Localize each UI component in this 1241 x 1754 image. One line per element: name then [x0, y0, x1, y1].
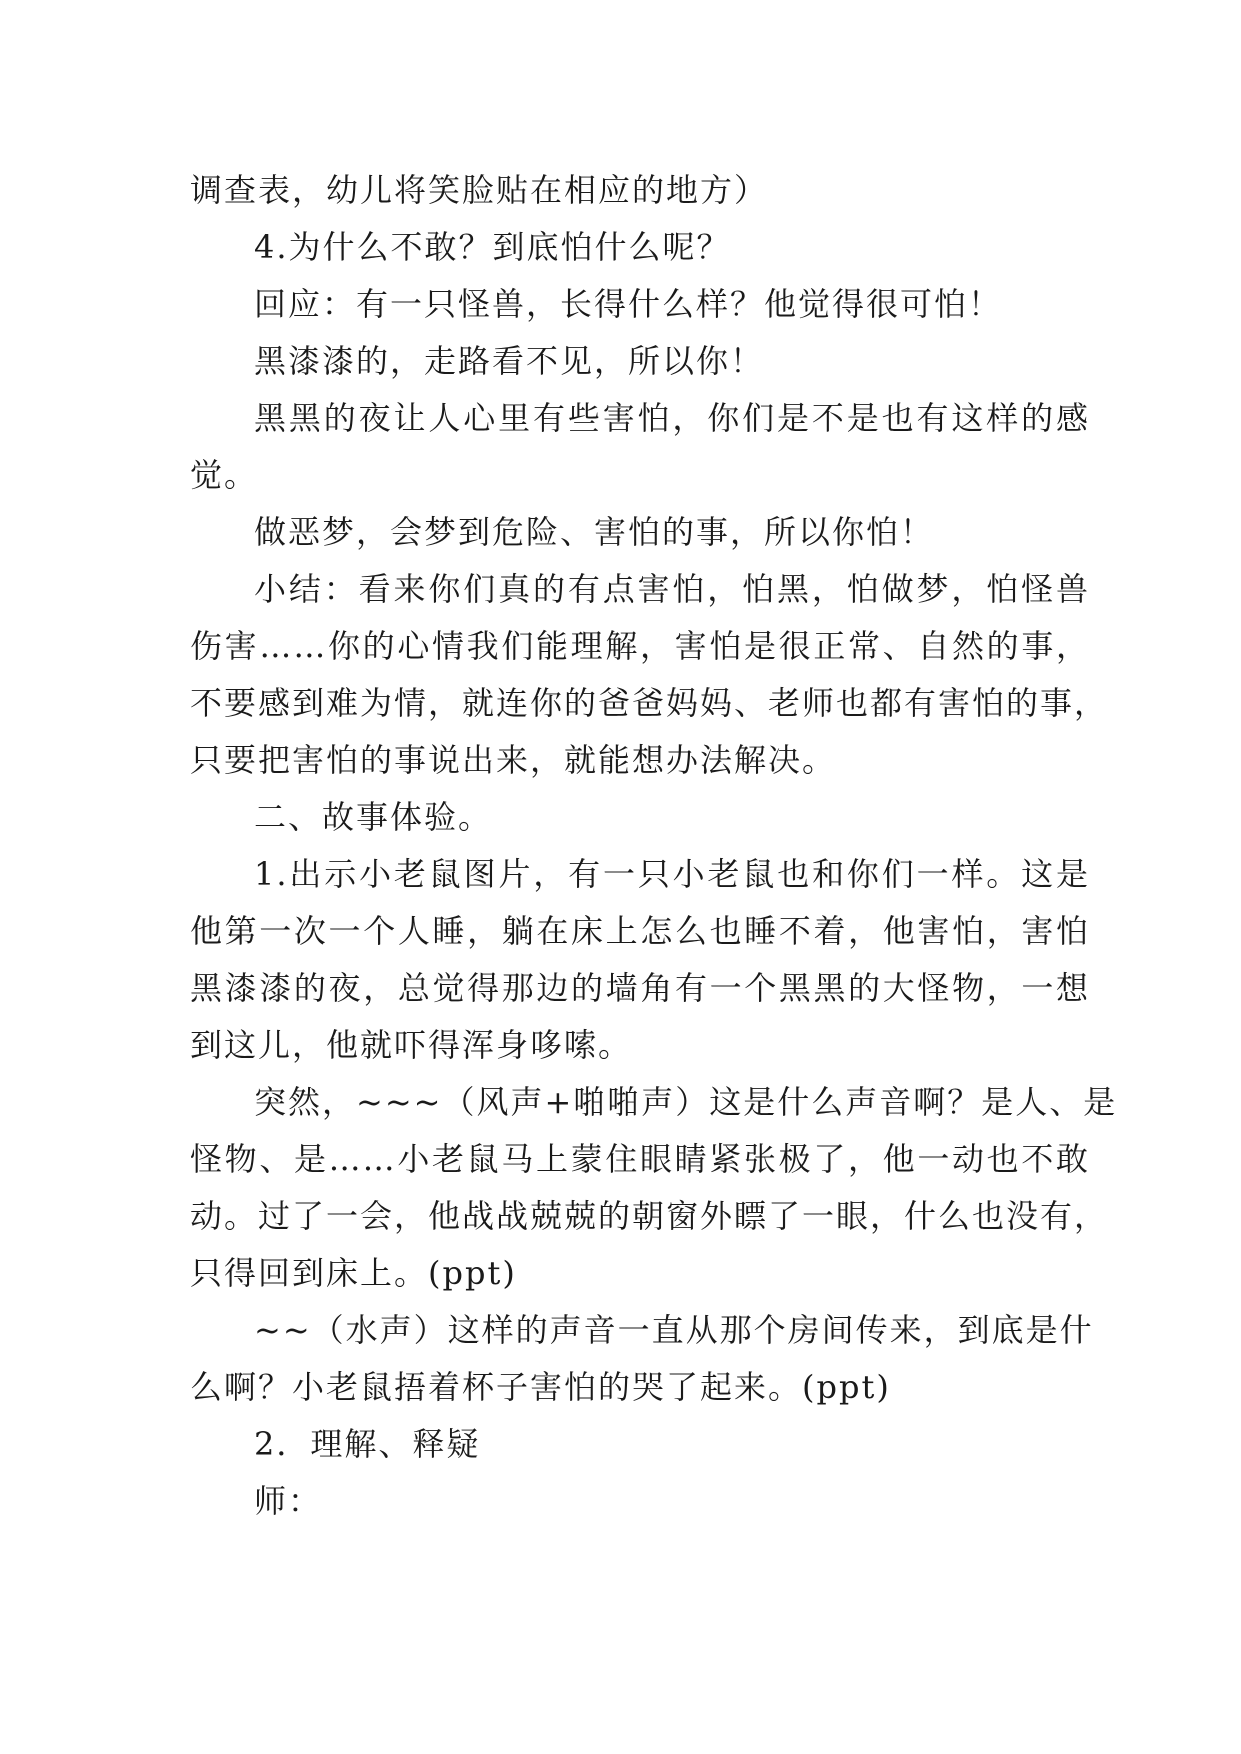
text-line: 伤害……你的心情我们能理解，害怕是很正常、自然的事， [190, 627, 1090, 665]
text-line: 他第一次一个人睡，躺在床上怎么也睡不着，他害怕，害怕 [190, 912, 1090, 950]
section-heading: 2．理解、释疑 [254, 1425, 481, 1463]
text-line: 做恶梦，会梦到危险、害怕的事，所以你怕！ [254, 513, 935, 551]
text-line: ~~（水声）这样的声音一直从那个房间传来，到底是什 [254, 1311, 1094, 1349]
text-line: 回应：有一只怪兽，长得什么样？他觉得很可怕！ [254, 285, 1003, 323]
text-line: 调查表，幼儿将笑脸贴在相应的地方） [190, 171, 769, 209]
text-line: 觉。 [190, 456, 259, 494]
text-line: 师： [254, 1482, 323, 1520]
text-line: 动。过了一会，他战战兢兢的朝窗外瞟了一眼，什么也没有， [190, 1197, 1109, 1235]
text-line: 么啊？小老鼠捂着杯子害怕的哭了起来。(ppt) [190, 1368, 891, 1406]
text-line: 怪物、是……小老鼠马上蒙住眼睛紧张极了，他一动也不敢 [190, 1140, 1090, 1178]
text-line: 黑漆漆的，走路看不见，所以你！ [254, 342, 765, 380]
text-line: 只得回到床上。(ppt) [190, 1254, 517, 1292]
section-heading: 二、故事体验。 [254, 798, 493, 836]
text-line: 只要把害怕的事说出来，就能想办法解决。 [190, 741, 837, 779]
text-line: 到这儿，他就吓得浑身哆嗦。 [190, 1026, 633, 1064]
text-line: 1.出示小老鼠图片，有一只小老鼠也和你们一样。这是 [254, 855, 1090, 893]
text-line: 不要感到难为情，就连你的爸爸妈妈、老师也都有害怕的事， [190, 684, 1109, 722]
text-line: 黑漆漆的夜，总觉得那边的墙角有一个黑黑的大怪物，一想 [190, 969, 1090, 1007]
text-line: 4.为什么不敢？到底怕什么呢？ [254, 228, 731, 266]
text-line: 突然，~~~（风声+啪啪声）这是什么声音啊？是人、是 [254, 1083, 1118, 1121]
text-line: 黑黑的夜让人心里有些害怕，你们是不是也有这样的感 [254, 399, 1090, 437]
text-line: 小结：看来你们真的有点害怕，怕黑，怕做梦，怕怪兽 [254, 570, 1090, 608]
